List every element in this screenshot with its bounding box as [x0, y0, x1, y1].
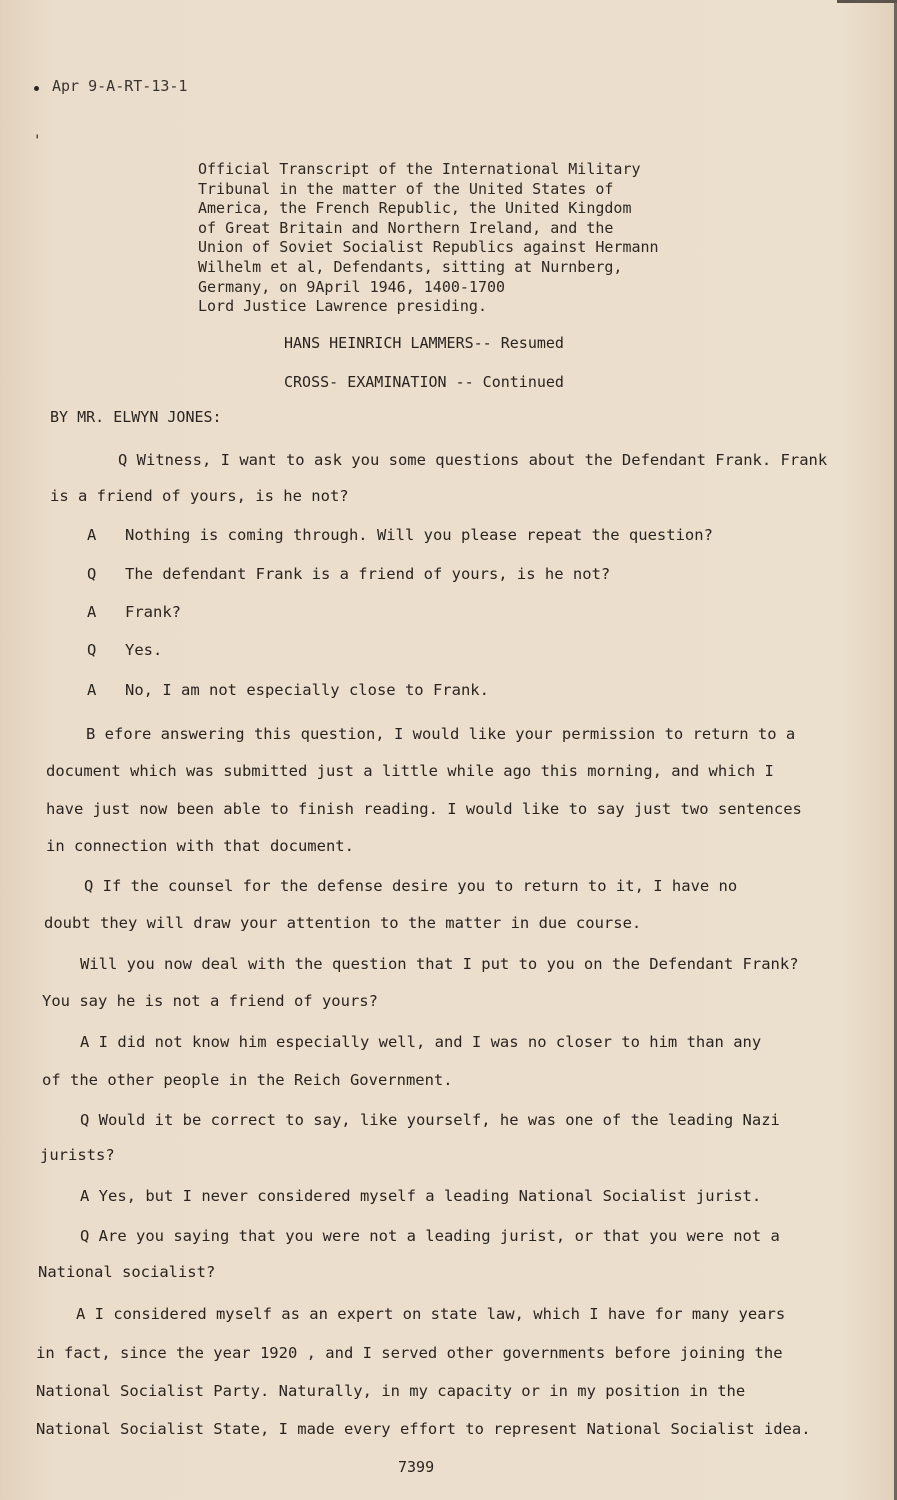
transcript-line: jurists?: [40, 1146, 115, 1164]
qa-text: The defendant Frank is a friend of yours, is he not?: [125, 565, 611, 583]
qa-text: No, I am not especially close to Frank.: [125, 681, 489, 699]
transcript-line: National Socialist Party. Naturally, in my capacity or in my position in the: [36, 1382, 746, 1400]
transcript-line: Q Witness, I want to ask you some questions about the Defendant Frank. Frank: [118, 451, 828, 469]
caption-line: Official Transcript of the International Military: [198, 160, 641, 178]
margin-mark: ': [33, 133, 42, 149]
qa-label: A: [87, 526, 97, 544]
transcript-line: Q Are you saying that you were not a leading jurist, or that you were not a: [80, 1227, 780, 1245]
transcript-line: You say he is not a friend of yours?: [42, 992, 378, 1010]
witness-heading: HANS HEINRICH LAMMERS-- Resumed: [284, 334, 564, 352]
caption-line: of Great Britain and Northern Ireland, and the: [198, 218, 614, 237]
transcript-line: Q If the counsel for the defense desire you to return to it, I have no: [84, 877, 738, 895]
qa-line: [87, 681, 489, 699]
qa-line: [87, 603, 181, 621]
page-number: 7399: [398, 1458, 435, 1476]
qa-line: [87, 565, 610, 583]
qa-label: A: [87, 603, 97, 621]
transcript-line: National socialist?: [38, 1263, 216, 1281]
transcript-line: A Yes, but I never considered myself a leading National Socialist jurist.: [80, 1187, 762, 1205]
margin-bullet: [34, 86, 39, 91]
transcript-line: have just now been able to finish reading. I would like to say just two sentences: [46, 800, 802, 818]
document-reference: Apr 9-A-RT-13-1: [52, 77, 188, 95]
caption-line: Tribunal in the matter of the United States of: [198, 179, 614, 198]
caption-line: Union of Soviet Socialist Republics against Hermann: [198, 238, 659, 257]
transcript-line: in fact, since the year 1920 , and I served other governments before joining the: [36, 1344, 783, 1362]
transcript-line: of the other people in the Reich Government.: [42, 1071, 453, 1089]
caption-line: Wilhelm et al, Defendants, sitting at Nurnberg,: [198, 257, 623, 276]
qa-text: Yes.: [125, 641, 163, 659]
transcript-line: National Socialist State, I made every effort to represent National Socialist idea.: [36, 1420, 811, 1438]
qa-line: [87, 641, 162, 659]
transcript-line: A I considered myself as an expert on state law, which I have for many years: [76, 1305, 786, 1323]
transcript-caption: [198, 160, 718, 317]
transcript-line: in connection with that document.: [46, 837, 354, 855]
page-top-edge: [837, 0, 897, 3]
caption-line: America, the French Republic, the United Kingdom: [198, 199, 632, 218]
qa-text: Nothing is coming through. Will you please repeat the question?: [125, 526, 713, 544]
transcript-line: Will you now deal with the question that I put to you on the Defendant Frank?: [80, 955, 799, 973]
transcript-line: is a friend of yours, is he not?: [50, 487, 349, 505]
qa-label: Q: [87, 641, 97, 659]
transcript-line: A I did not know him especially well, and I was no closer to him than any: [80, 1033, 762, 1051]
transcript-line: doubt they will draw your attention to the matter in due course.: [44, 914, 642, 932]
examination-heading: CROSS- EXAMINATION -- Continued: [284, 373, 564, 391]
qa-label: A: [87, 681, 97, 699]
caption-line: Germany, on 9April 1946, 1400-1700: [198, 277, 506, 296]
transcript-line: Q Would it be correct to say, like yourself, he was one of the leading Nazi: [80, 1111, 780, 1129]
transcript-line: B efore answering this question, I would like your permission to return to a: [86, 725, 796, 743]
qa-text: Frank?: [125, 603, 181, 621]
examiner-line: BY MR. ELWYN JONES:: [50, 408, 222, 426]
qa-label: Q: [87, 565, 97, 583]
qa-line: [87, 526, 713, 544]
caption-line: Lord Justice Lawrence presiding.: [198, 297, 487, 316]
transcript-line: document which was submitted just a little while ago this morning, and which I: [46, 762, 774, 780]
